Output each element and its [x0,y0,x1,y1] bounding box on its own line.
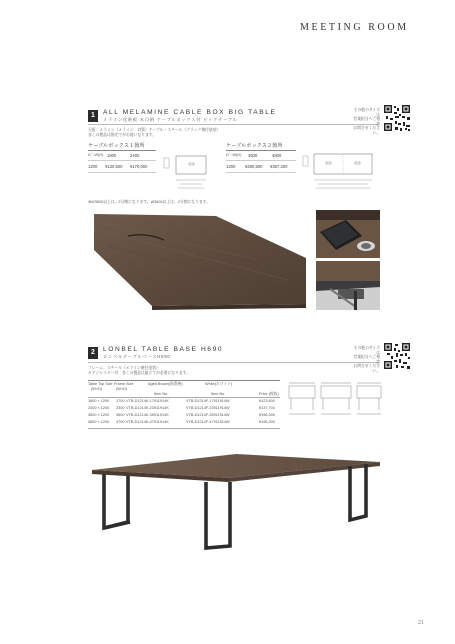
row-brown-item: VTB-D1214K-23911914K [126,406,169,410]
cable-box-1-col1: 1800 [107,153,117,158]
row-price: ¥137,700 [259,406,275,410]
qr-code-icon[interactable] [383,342,411,370]
cable-box-2-price-2: ¥367,200 [270,164,288,169]
qr1-text-1: その他のサイズは [353,108,380,117]
page-header-title: MEETING ROOM [300,22,409,33]
row-brown-item: VTB-D1214K-35911914K [126,413,169,417]
table-row [88,413,280,420]
row-price: ¥123,600 [259,399,275,403]
cable-box-1-row-depth: 1200 [88,164,98,169]
cable-box-1-corner: D＼W(H) [88,153,104,157]
table-row [88,406,280,413]
big-table-photo [88,210,310,310]
row-price: ¥196,300 [259,420,275,424]
cable-box-2-price-1: ¥290,500 [245,164,263,169]
lonbel-header-rule [88,397,280,398]
section1-subtitle: メラミン化粧板 木目柄 ケーブルボックス付 ビッグテーブル [103,117,238,122]
section2-subtitle: ロンベルテーブルベースH690 [103,354,171,359]
section2-number: 2 [88,347,98,359]
lonbel-header-frame: Frame Size [114,382,134,386]
cable-box-2-row-depth: 1200 [226,164,236,169]
cable-box-2-col1: 3600 [248,153,258,158]
section1-number: 1 [88,110,98,122]
row-white-item: VTB-D1214F-17911914W [186,399,230,403]
cable-box-2-heading: ケーブルボックス２箇所 [226,143,283,149]
row-price: ¥196,300 [259,413,275,417]
section2-note-1: フレーム：スチール（メラミン焼付塗装） [88,366,160,370]
row-frame: 3500 [116,413,125,417]
section1-rule [88,124,378,125]
section2-rule [88,362,378,363]
laptop-photo [316,210,380,258]
lonbel-subheader-tabletop: (W×D) [91,387,103,391]
lonbel-subheader-brown: Item No. [154,392,169,396]
section1-title: ALL MELAMINE CABLE BOX BIG TABLE [103,109,277,116]
cable-box-2-col2: 4800 [272,153,282,158]
row-tabletop: 2400 × 1200 [88,406,110,410]
lonbel-table-bottom-rule [88,428,280,429]
section2-note-2: ※アジャスター付 各この製品は組立てが必要になります。 [88,371,190,375]
cable-box-2-row-rule [226,160,296,161]
cable-box-2-corner: D＼W(H) [226,153,242,157]
cable-box-1-row-rule [88,160,156,161]
row-frame: 1700 [116,399,125,403]
qr2-text-3: お問合せください。 [353,364,380,373]
row-tabletop: 3600 × 1200 [88,413,110,417]
table-row [88,420,280,427]
qr1-text-3: お問合せください。 [353,126,380,135]
row-tabletop: 4800 × 1200 [88,420,110,424]
cable-box-2-drawing [300,150,380,192]
cable-box-1-bottom-rule [88,172,156,173]
cable-box-detail-photo [316,261,380,310]
lonbel-table-body [88,399,280,427]
section1-note-2: 各この製品は指定でがお使いなります。 [88,133,157,137]
row-frame: 2300 [116,406,125,410]
cable-box-1-heading: ケーブルボックス１箇所 [88,143,145,149]
table-row [88,399,280,406]
row-white-item: VTB-D1214F-35911914W [186,413,230,417]
row-white-item: VTB-D1214F-47911914W [186,420,230,424]
lonbel-header-brown: Aged Brown(黒系統) [148,382,183,386]
row-brown-item: VTB-D1214K-47911914K [126,420,169,424]
cable-box-2-bottom-rule [226,172,296,173]
lonbel-header-white: White(ホワイト) [205,382,233,386]
lonbel-subheader-white: Item No. [211,392,226,396]
cable-box-1-col2: 2400 [130,153,140,158]
qr-code-icon[interactable] [383,104,411,132]
lonbel-subheader-price: Price (税抜) [259,392,279,396]
cable-box-2-rule [226,150,296,151]
lonbel-header-tabletop: Table Top Size [88,382,113,386]
lonbel-frame-drawings [285,380,385,422]
cable-box-1-price-2: ¥170,000 [130,164,148,169]
cable-box-1-price-1: ¥130,500 [105,164,123,169]
row-tabletop: 1800 × 1200 [88,399,110,403]
row-brown-item: VTB-D1214K-17911914K [126,399,169,403]
lonbel-subheader-frame: (W×D) [116,387,128,391]
lonbel-table-top-rule [88,380,280,381]
row-frame: 4700 [116,420,125,424]
lonbel-table-photo [88,450,380,550]
page-number: 21 [418,620,424,626]
section1-footnote: ※W3600以上は、2分割になります。W3600以上は、2分割になります。 [88,200,210,204]
section2-title: LONBEL TABLE BASE H690 [103,346,224,353]
cable-box-1-rule [88,150,156,151]
row-white-item: VTB-D1214F-23911914W [186,406,230,410]
qr2-text-1: その他のサイズは [353,346,380,355]
cable-box-1-drawing [158,152,218,192]
qr2-text-2: 営業担当へご相談 [353,355,380,364]
section1-note-1: 天板：メラミン（メラミン 対策）ケーブル・スチール（ブラック焼付塗装） [88,128,221,132]
qr1-text-2: 営業担当へご相談 [353,117,380,126]
